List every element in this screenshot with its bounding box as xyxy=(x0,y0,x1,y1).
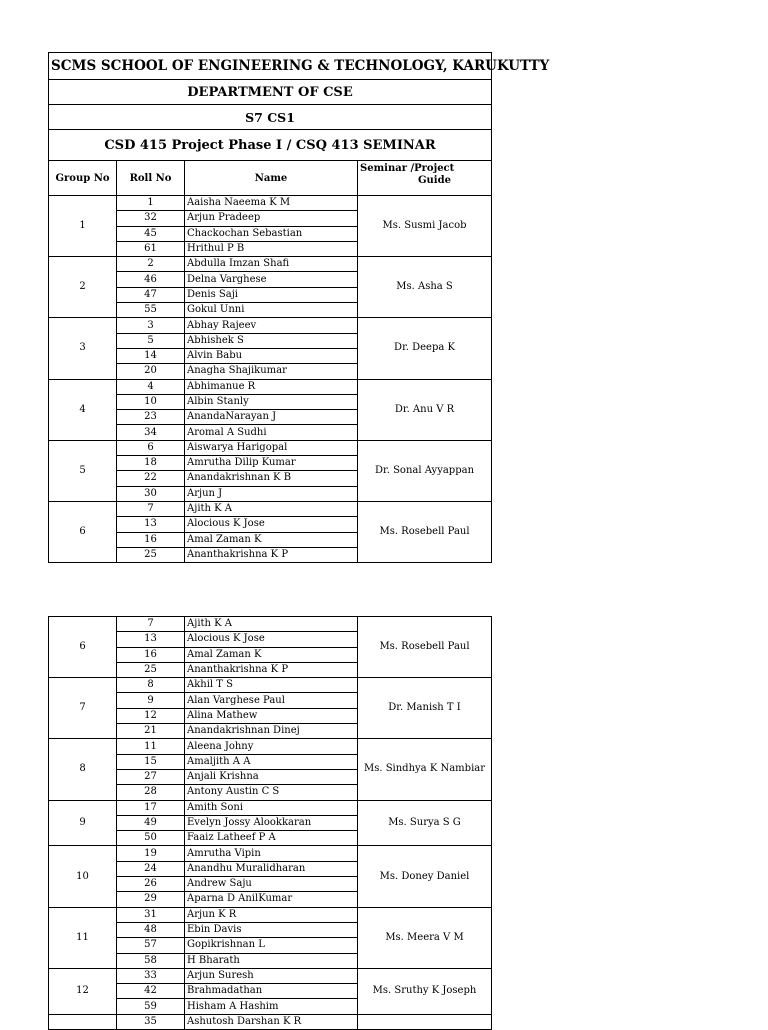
group-number-cell: 9 xyxy=(49,800,117,846)
table-row xyxy=(49,501,492,516)
guide-header-line1: Seminar /Project xyxy=(360,163,455,174)
roll-number-cell: 30 xyxy=(117,486,185,501)
table-row xyxy=(49,617,492,632)
project-groups-table xyxy=(48,52,550,563)
roll-number-cell: 7 xyxy=(117,617,185,632)
group-number-cell xyxy=(49,1014,117,1029)
student-name-cell: Anandhu Muralidharan xyxy=(185,861,358,876)
roll-number-cell: 47 xyxy=(117,287,185,302)
roll-number-cell: 2 xyxy=(117,257,185,272)
table-row xyxy=(49,968,492,983)
student-name-cell: Albin Stanly xyxy=(185,394,358,409)
guide-name-cell: Ms. Rosebell Paul xyxy=(358,617,492,678)
page-fragment-top xyxy=(48,52,550,560)
table-row xyxy=(49,739,492,754)
roll-number-cell: 8 xyxy=(117,678,185,693)
group-number-cell: 6 xyxy=(49,501,117,562)
roll-number-cell: 34 xyxy=(117,425,185,440)
group-no-header: Group No xyxy=(49,161,117,196)
group-number-cell: 6 xyxy=(49,617,117,678)
student-name-cell: Arjun K R xyxy=(185,907,358,922)
roll-number-cell: 17 xyxy=(117,800,185,815)
guide-name-cell: Ms. Surya S G xyxy=(358,800,492,846)
guide-name-cell: Dr. Manish T I xyxy=(358,678,492,739)
roll-number-cell: 25 xyxy=(117,662,185,677)
roll-number-cell: 29 xyxy=(117,892,185,907)
group-number-cell: 12 xyxy=(49,968,117,1014)
student-name-cell: AnandaNarayan J xyxy=(185,410,358,425)
roll-number-cell: 19 xyxy=(117,846,185,861)
roll-number-cell: 50 xyxy=(117,831,185,846)
roll-number-cell: 15 xyxy=(117,754,185,769)
student-name-cell: Aparna D AnilKumar xyxy=(185,892,358,907)
student-name-cell: Alocious K Jose xyxy=(185,632,358,647)
guide-name-cell: Ms. Meera V M xyxy=(358,907,492,968)
group-number-cell: 1 xyxy=(49,196,117,257)
roll-number-cell: 13 xyxy=(117,517,185,532)
student-name-cell: Ananthakrishna K P xyxy=(185,547,358,562)
student-name-cell: Brahmadathan xyxy=(185,984,358,999)
student-name-cell: Aromal A Sudhi xyxy=(185,425,358,440)
roll-number-cell: 35 xyxy=(117,1014,185,1029)
roll-number-cell: 16 xyxy=(117,647,185,662)
course-title: CSD 415 Project Phase I / CSQ 413 SEMINAR xyxy=(49,130,492,161)
table-row xyxy=(49,800,492,815)
department-title: DEPARTMENT OF CSE xyxy=(49,80,492,105)
student-name-cell: Amrutha Vipin xyxy=(185,846,358,861)
class-title: S7 CS1 xyxy=(49,105,492,130)
roll-number-cell: 3 xyxy=(117,318,185,333)
student-name-cell: Amal Zaman K xyxy=(185,647,358,662)
group-number-cell: 3 xyxy=(49,318,117,379)
student-name-cell: Anjali Krishna xyxy=(185,769,358,784)
roll-number-cell: 20 xyxy=(117,364,185,379)
student-name-cell: Amal Zaman K xyxy=(185,532,358,547)
roll-number-cell: 7 xyxy=(117,501,185,516)
student-name-cell: Denis Saji xyxy=(185,287,358,302)
student-name-cell: Alan Varghese Paul xyxy=(185,693,358,708)
student-name-cell: Faaiz Latheef P A xyxy=(185,831,358,846)
roll-number-cell: 11 xyxy=(117,739,185,754)
guide-name-cell: Ms. Susmi Jacob xyxy=(358,196,492,257)
roll-number-cell: 16 xyxy=(117,532,185,547)
guide-name-cell: Dr. Sonal Ayyappan xyxy=(358,440,492,501)
roll-number-cell: 25 xyxy=(117,547,185,562)
roll-number-cell: 23 xyxy=(117,410,185,425)
table-row xyxy=(49,257,492,272)
student-name-cell: Abdulla Imzan Shafi xyxy=(185,257,358,272)
roll-number-cell: 6 xyxy=(117,440,185,455)
guide-name-cell: Ms. Asha S xyxy=(358,257,492,318)
guide-name-cell: Ms. Sindhya K Nambiar xyxy=(358,739,492,800)
student-name-cell: Arjun J xyxy=(185,486,358,501)
group-number-cell: 2 xyxy=(49,257,117,318)
student-name-cell: Gopikrishnan L xyxy=(185,938,358,953)
student-name-cell: Abhishek S xyxy=(185,333,358,348)
table-row xyxy=(49,1014,492,1029)
guide-name-cell: Ms. Rosebell Paul xyxy=(358,501,492,562)
student-name-cell: Gokul Unni xyxy=(185,303,358,318)
roll-number-cell: 61 xyxy=(117,241,185,256)
student-name-cell: Ashutosh Darshan K R xyxy=(185,1014,358,1029)
roll-number-cell: 46 xyxy=(117,272,185,287)
student-name-cell: Anagha Shajikumar xyxy=(185,364,358,379)
table-row xyxy=(49,678,492,693)
student-name-cell: H Bharath xyxy=(185,953,358,968)
table-row xyxy=(49,379,492,394)
student-name-cell: Amith Soni xyxy=(185,800,358,815)
student-name-cell: Amrutha Dilip Kumar xyxy=(185,456,358,471)
roll-number-cell: 58 xyxy=(117,953,185,968)
roll-number-cell: 5 xyxy=(117,333,185,348)
group-number-cell: 4 xyxy=(49,379,117,440)
guide-name-cell: Dr. Anu V R xyxy=(358,379,492,440)
student-name-cell: Chackochan Sebastian xyxy=(185,226,358,241)
roll-number-cell: 49 xyxy=(117,815,185,830)
roll-number-cell: 1 xyxy=(117,196,185,211)
group-number-cell: 7 xyxy=(49,678,117,739)
group-number-cell: 11 xyxy=(49,907,117,968)
student-name-cell: Hisham A Hashim xyxy=(185,999,358,1014)
roll-number-cell: 12 xyxy=(117,708,185,723)
guide-name-cell: Ms. Doney Daniel xyxy=(358,846,492,907)
roll-number-cell: 4 xyxy=(117,379,185,394)
guide-header-line2: Guide xyxy=(418,175,451,186)
roll-number-cell: 59 xyxy=(117,999,185,1014)
student-name-cell: Arjun Pradeep xyxy=(185,211,358,226)
student-name-cell: Hrithul P B xyxy=(185,241,358,256)
guide-header xyxy=(358,161,492,196)
roll-number-cell: 31 xyxy=(117,907,185,922)
student-name-cell: Amaljith A A xyxy=(185,754,358,769)
roll-number-cell: 13 xyxy=(117,632,185,647)
table-row xyxy=(49,196,492,211)
group-number-cell: 10 xyxy=(49,846,117,907)
student-name-cell: Aleena Johny xyxy=(185,739,358,754)
roll-number-cell: 27 xyxy=(117,769,185,784)
guide-name-cell: Dr. Deepa K xyxy=(358,318,492,379)
roll-number-cell: 42 xyxy=(117,984,185,999)
roll-number-cell: 55 xyxy=(117,303,185,318)
guide-name-cell: Ms. Sruthy K Joseph xyxy=(358,968,492,1014)
student-name-cell: Alina Mathew xyxy=(185,708,358,723)
roll-number-cell: 28 xyxy=(117,785,185,800)
roll-number-cell: 45 xyxy=(117,226,185,241)
roll-number-cell: 10 xyxy=(117,394,185,409)
roll-number-cell: 21 xyxy=(117,724,185,739)
student-name-cell: Anandakrishnan Dinej xyxy=(185,724,358,739)
student-name-cell: Ajith K A xyxy=(185,617,358,632)
student-name-cell: Alocious K Jose xyxy=(185,517,358,532)
student-name-cell: Antony Austin C S xyxy=(185,785,358,800)
roll-number-cell: 57 xyxy=(117,938,185,953)
student-name-cell: Abhay Rajeev xyxy=(185,318,358,333)
roll-no-header: Roll No xyxy=(117,161,185,196)
guide-name-cell xyxy=(358,1014,492,1029)
roll-number-cell: 26 xyxy=(117,877,185,892)
roll-number-cell: 18 xyxy=(117,456,185,471)
student-name-cell: Ajith K A xyxy=(185,501,358,516)
roll-number-cell: 22 xyxy=(117,471,185,486)
roll-number-cell: 32 xyxy=(117,211,185,226)
roll-number-cell: 24 xyxy=(117,861,185,876)
table-row xyxy=(49,907,492,922)
student-name-cell: Evelyn Jossy Alookkaran xyxy=(185,815,358,830)
student-name-cell: Aiswarya Harigopal xyxy=(185,440,358,455)
student-name-cell: Anandakrishnan K B xyxy=(185,471,358,486)
page-fragment-bottom xyxy=(48,618,491,1027)
student-name-cell: Arjun Suresh xyxy=(185,968,358,983)
student-name-cell: Ananthakrishna K P xyxy=(185,662,358,677)
table-row xyxy=(49,846,492,861)
roll-number-cell: 14 xyxy=(117,348,185,363)
student-name-cell: Alvin Babu xyxy=(185,348,358,363)
roll-number-cell: 33 xyxy=(117,968,185,983)
student-name-cell: Aaisha Naeema K M xyxy=(185,196,358,211)
project-groups-table-continued xyxy=(48,616,492,1030)
student-name-cell: Delna Varghese xyxy=(185,272,358,287)
table-row xyxy=(49,440,492,455)
roll-number-cell: 9 xyxy=(117,693,185,708)
student-name-cell: Andrew Saju xyxy=(185,877,358,892)
table-row xyxy=(49,318,492,333)
institution-title: SCMS SCHOOL OF ENGINEERING & TECHNOLOGY, KARUKUTTY xyxy=(49,53,492,80)
group-number-cell: 5 xyxy=(49,440,117,501)
student-name-cell: Akhil T S xyxy=(185,678,358,693)
name-header: Name xyxy=(185,161,358,196)
student-name-cell: Ebin Davis xyxy=(185,922,358,937)
group-number-cell: 8 xyxy=(49,739,117,800)
roll-number-cell: 48 xyxy=(117,922,185,937)
student-name-cell: Abhimanue R xyxy=(185,379,358,394)
